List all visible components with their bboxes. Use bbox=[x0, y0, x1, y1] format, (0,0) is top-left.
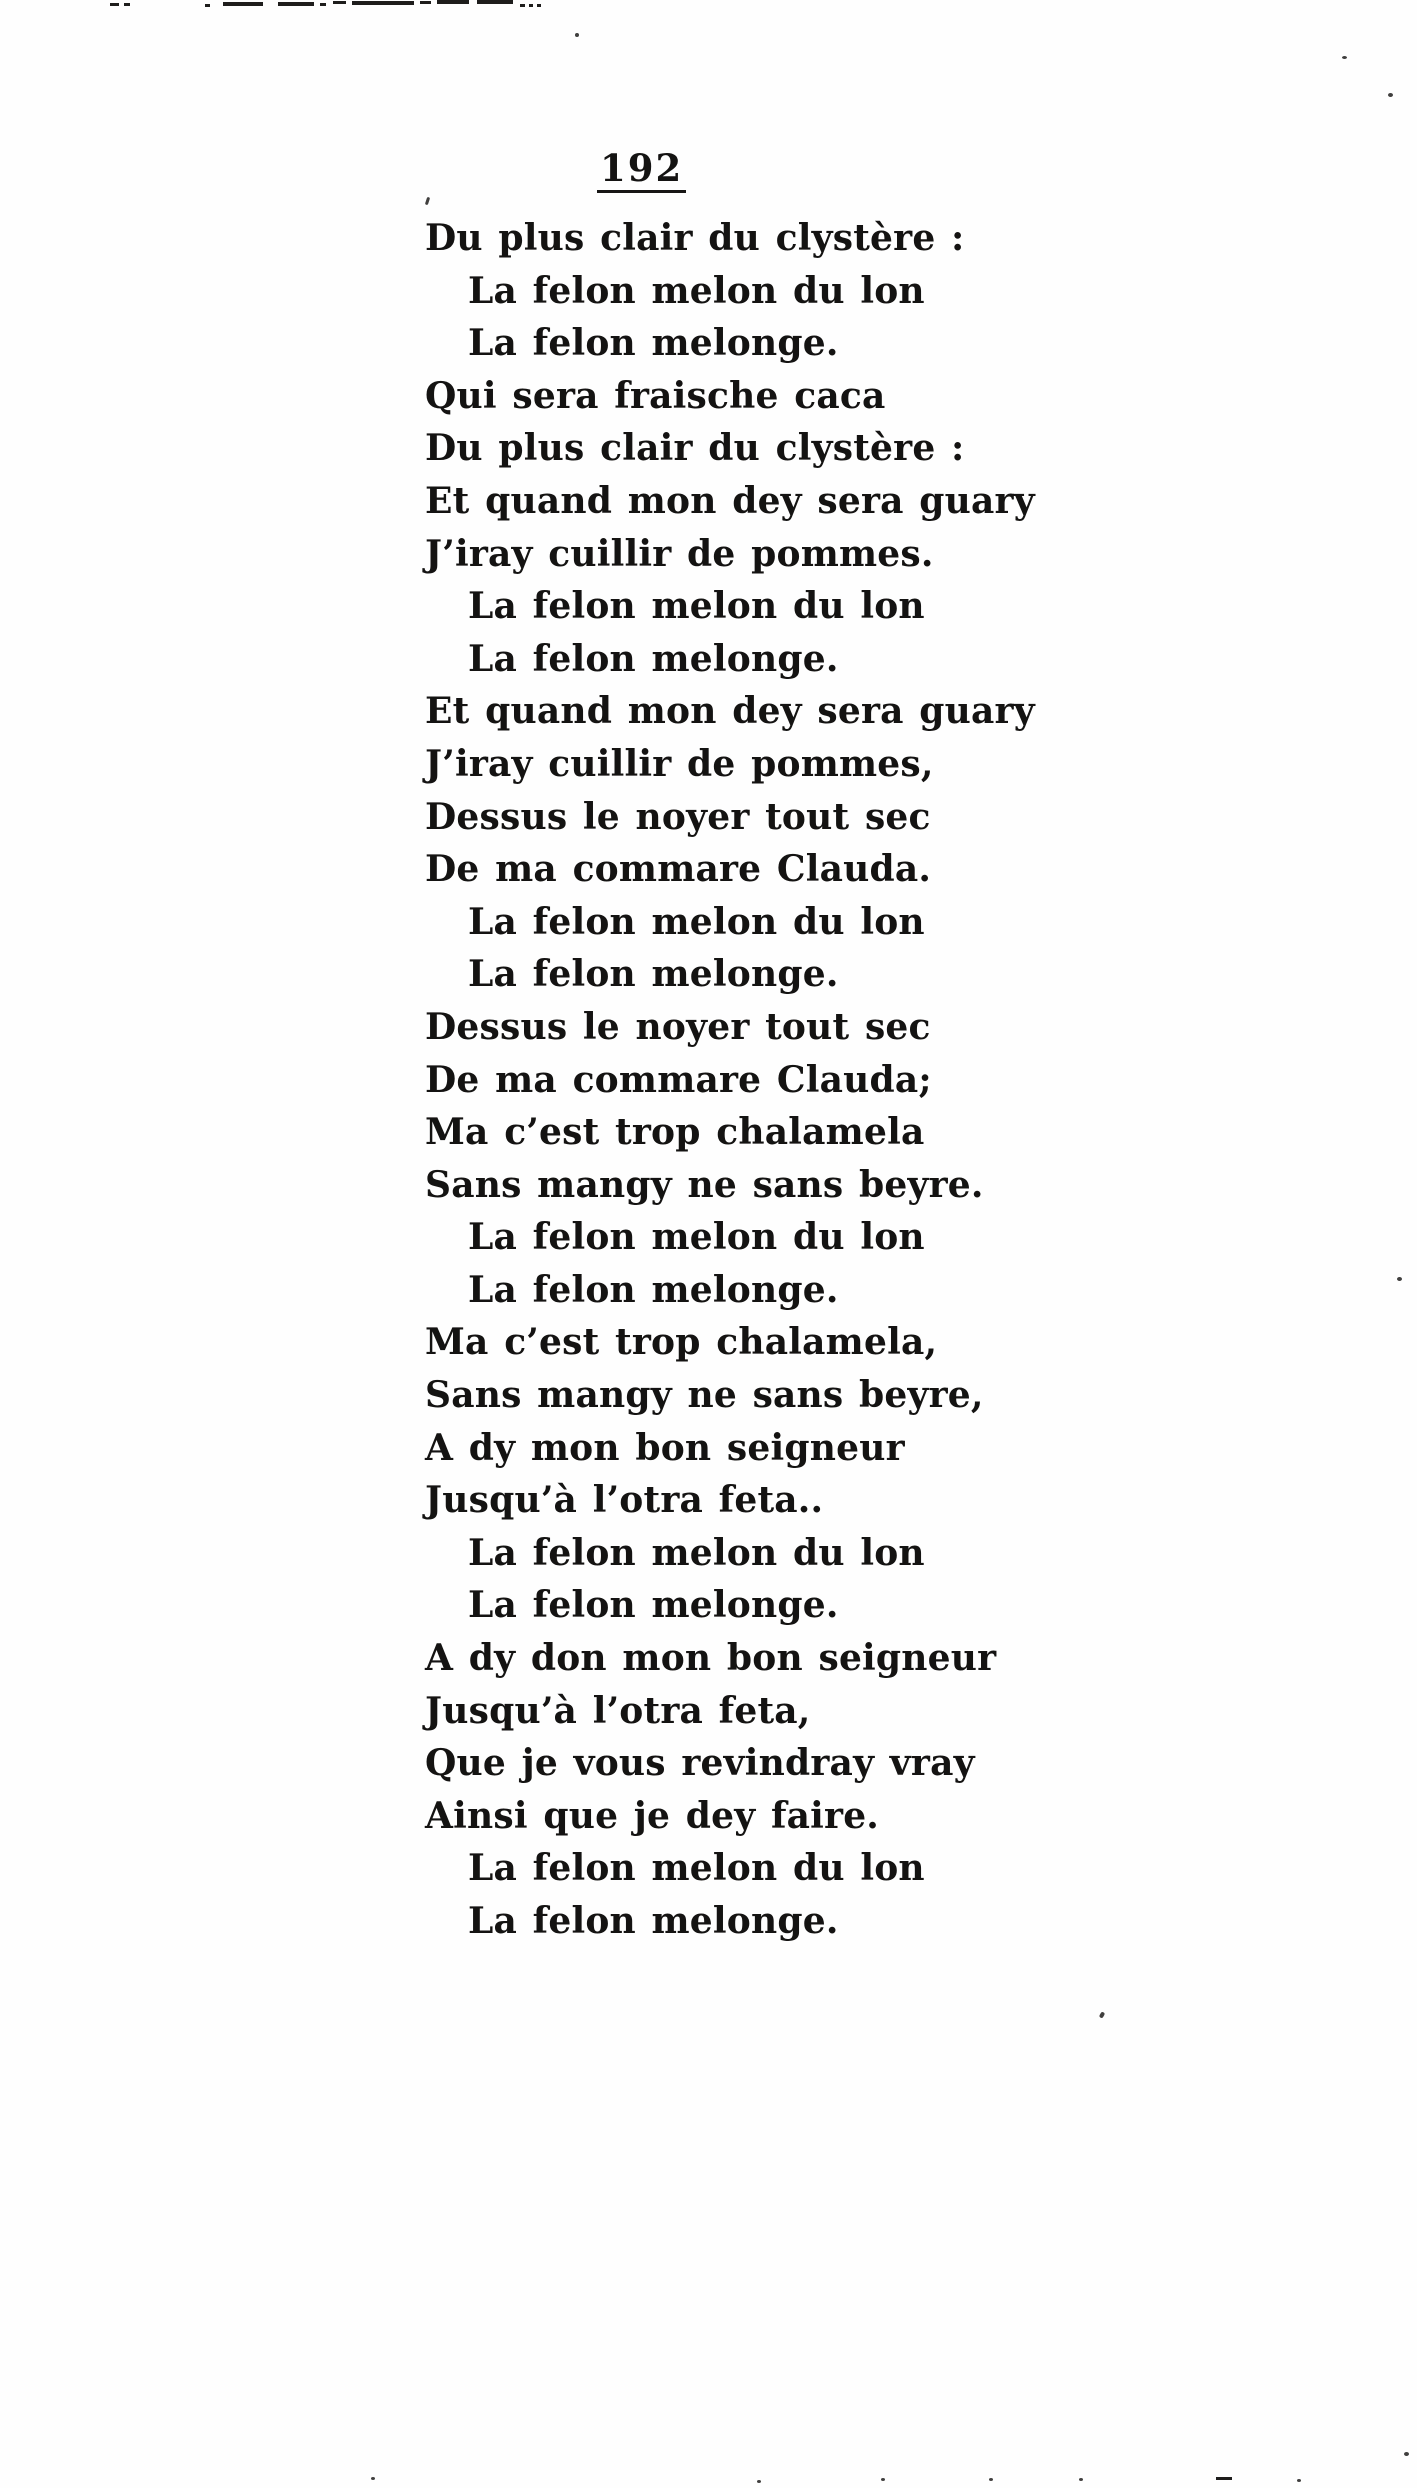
poem-line: Jusqu’à l’otra feta, bbox=[425, 1689, 811, 1732]
poem-line: La felon melonge. bbox=[468, 637, 839, 680]
poem-line: De ma commare Clauda; bbox=[425, 1058, 932, 1101]
poem-line: La felon melon du lon bbox=[468, 900, 925, 943]
scan-artifact bbox=[989, 2478, 993, 2481]
page-number: 192 bbox=[597, 150, 686, 193]
scan-artifact bbox=[529, 4, 533, 7]
scan-artifact bbox=[1388, 93, 1393, 97]
scan-artifact bbox=[437, 0, 469, 4]
poem-line: Et quand mon dey sera guary bbox=[425, 479, 1035, 522]
poem-line: Ma c’est trop chalamela, bbox=[425, 1321, 938, 1364]
scan-artifact bbox=[537, 4, 541, 7]
poem-line: Ainsi que je dey faire. bbox=[425, 1794, 880, 1837]
scan-artifact bbox=[1397, 1277, 1402, 1281]
scan-artifact bbox=[757, 2480, 761, 2483]
poem-line: La felon melon du lon bbox=[468, 1216, 925, 1259]
poem-line: Jusqu’à l’otra feta.. bbox=[425, 1479, 824, 1522]
scan-artifact bbox=[1404, 2452, 1409, 2456]
poem-text bbox=[425, 212, 1035, 1948]
poem-line: La felon melonge. bbox=[468, 953, 839, 996]
scan-artifact bbox=[371, 2477, 375, 2480]
scan-artifact bbox=[223, 2, 263, 6]
poem-line: Dessus le noyer tout sec bbox=[425, 795, 931, 838]
scan-artifact bbox=[1216, 2477, 1232, 2480]
poem-line: La felon melon du lon bbox=[468, 1847, 925, 1890]
scan-artifact bbox=[420, 1, 431, 4]
poem-line: La felon melon du lon bbox=[468, 269, 925, 312]
scan-artifact bbox=[881, 2478, 885, 2481]
scan-artifact bbox=[425, 197, 430, 206]
poem-line: J’iray cuillir de pommes. bbox=[425, 532, 934, 575]
poem-line: La felon melonge. bbox=[468, 1584, 839, 1627]
poem-line: Du plus clair du clystère : bbox=[425, 427, 965, 470]
poem-line: La felon melonge. bbox=[468, 322, 839, 365]
poem-line: Et quand mon dey sera guary bbox=[425, 690, 1035, 733]
scan-artifact bbox=[477, 0, 513, 4]
poem-line: Du plus clair du clystère : bbox=[425, 217, 965, 259]
scan-artifact bbox=[1342, 56, 1347, 59]
scan-artifact bbox=[520, 4, 525, 7]
scan-artifact bbox=[352, 1, 414, 5]
poem-line: J’iray cuillir de pommes, bbox=[425, 742, 934, 785]
poem-line: La felon melonge. bbox=[468, 1900, 839, 1942]
scan-artifact bbox=[278, 2, 314, 6]
poem-line: La felon melon du lon bbox=[468, 585, 925, 628]
scan-artifact bbox=[205, 4, 210, 7]
scan-artifact bbox=[110, 3, 119, 6]
poem-line: De ma commare Clauda. bbox=[425, 848, 932, 891]
scan-artifact bbox=[320, 3, 326, 6]
scan-artifact bbox=[1099, 2011, 1105, 2018]
poem-line: Sans mangy ne sans beyre. bbox=[425, 1163, 984, 1206]
poem-line: Ma c’est trop chalamela bbox=[425, 1111, 925, 1154]
poem-line: Sans mangy ne sans beyre, bbox=[425, 1374, 984, 1417]
poem-line: A dy don mon bon seigneur bbox=[425, 1637, 997, 1680]
scan-artifact bbox=[333, 1, 346, 4]
poem-line: A dy mon bon seigneur bbox=[425, 1426, 905, 1469]
poem-line: La felon melonge. bbox=[468, 1268, 839, 1311]
poem-line: La felon melon du lon bbox=[468, 1531, 925, 1574]
poem-line: Dessus le noyer tout sec bbox=[425, 1005, 931, 1048]
scan-artifact bbox=[124, 3, 130, 6]
poem-line: Que je vous revindray vray bbox=[425, 1742, 975, 1785]
poem-line: Qui sera fraische caca bbox=[425, 374, 886, 417]
scan-artifact bbox=[1079, 2478, 1083, 2481]
scan-artifact bbox=[575, 33, 579, 37]
scan-artifact bbox=[1297, 2479, 1301, 2482]
